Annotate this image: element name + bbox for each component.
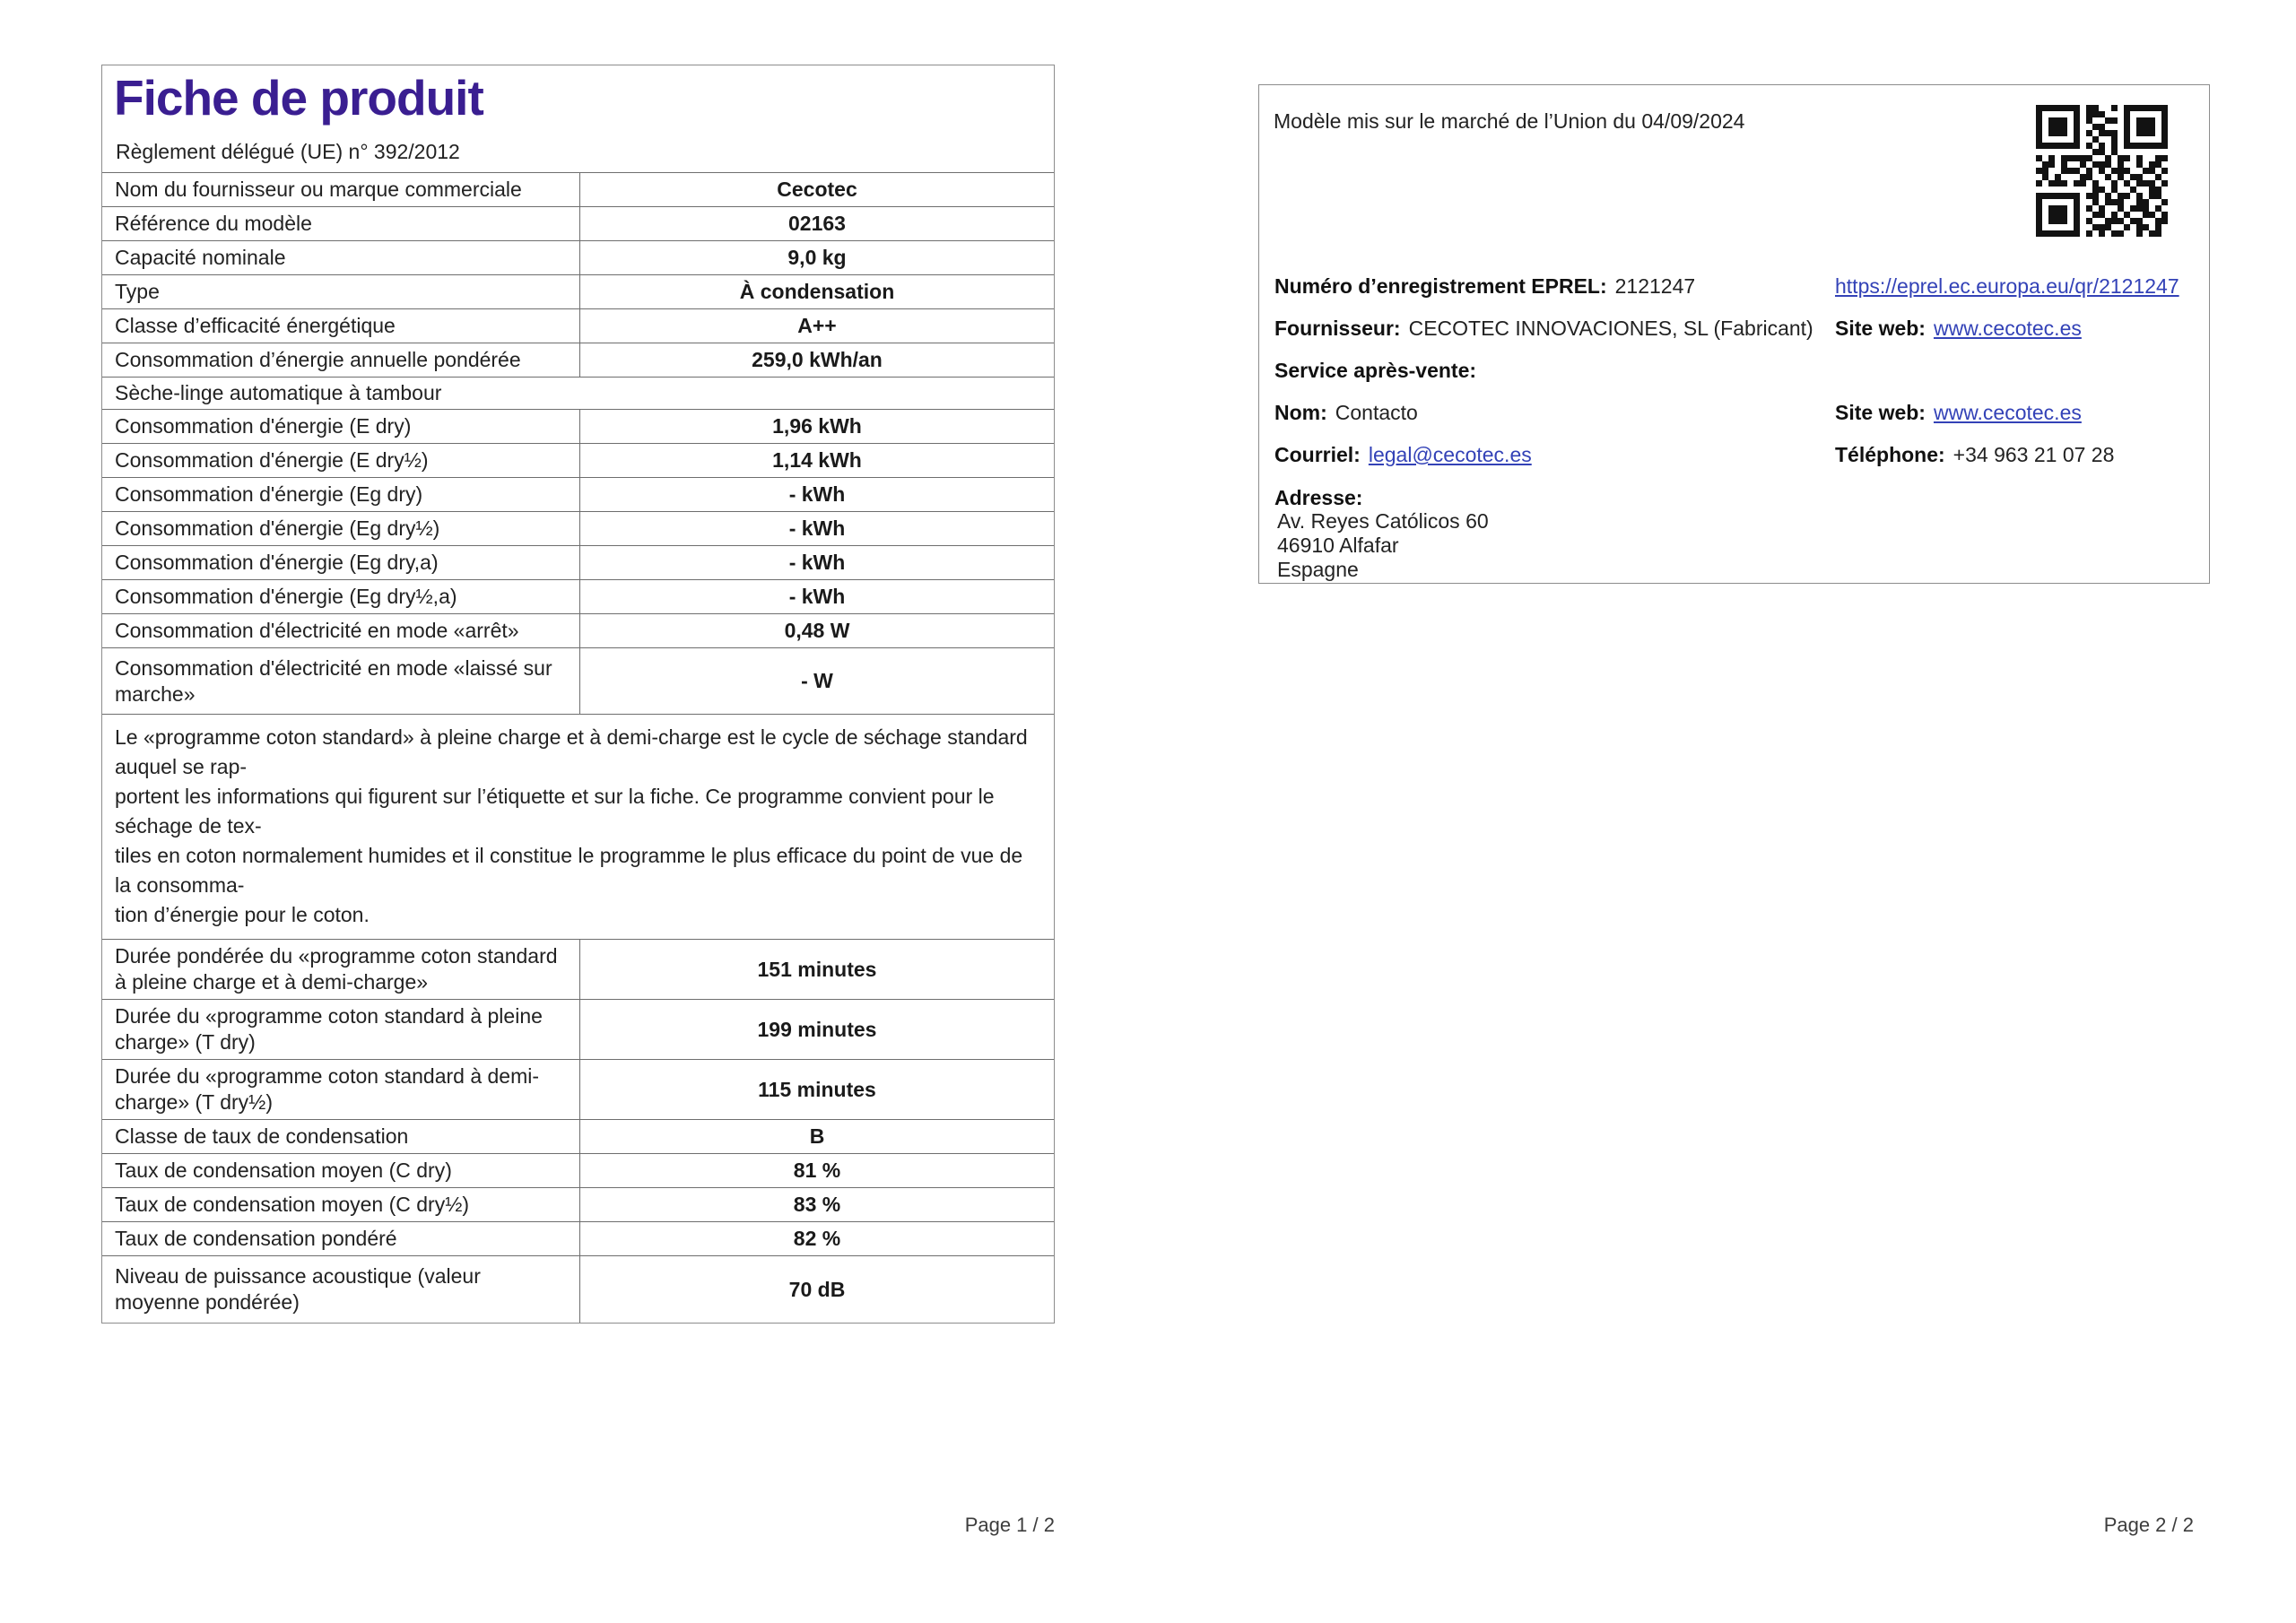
- eprel-url-link[interactable]: https://eprel.ec.europa.eu/qr/2121247: [1835, 274, 2179, 298]
- table-row: [102, 1120, 1054, 1154]
- standard-programme-note: [102, 715, 1054, 940]
- row-label: Référence du modèle: [102, 207, 580, 240]
- service-apres-vente-label: Service après-vente:: [1274, 359, 1477, 382]
- row-value: 1,14 kWh: [772, 448, 862, 472]
- service-apres-vente-row: [1274, 359, 1476, 383]
- table-row: [102, 1256, 1054, 1323]
- table-row: [102, 1222, 1054, 1256]
- row-value: 115 minutes: [758, 1077, 876, 1101]
- table-row: [102, 275, 1054, 309]
- market-date-text: Modèle mis sur le marché de l’Union du 04/09/2024: [1274, 109, 1745, 133]
- row-value: 199 minutes: [757, 1017, 877, 1041]
- adresse-line: Espagne: [1277, 558, 1359, 581]
- nom-label: Nom:: [1274, 401, 1327, 424]
- supplier-info-page: [1258, 84, 2210, 584]
- row-value: 9,0 kg: [787, 246, 847, 269]
- eprel-number-value: 2121247: [1614, 274, 1696, 298]
- row-label: Consommation d'énergie (Eg dry½): [102, 512, 580, 545]
- courriel-label: Courriel:: [1274, 443, 1361, 466]
- row-value: 70 dB: [788, 1277, 846, 1301]
- eprel-number-row: [1274, 274, 1695, 299]
- row-label: Capacité nominale: [102, 241, 580, 274]
- table-row: [102, 173, 1054, 207]
- row-label: Classe d’efficacité énergétique: [102, 309, 580, 343]
- row-label: Consommation d'énergie (Eg dry,a): [102, 546, 580, 579]
- row-value: 83 %: [793, 1193, 841, 1216]
- nom-value: Contacto: [1335, 401, 1418, 424]
- adresse-row: [1274, 486, 1362, 510]
- eprel-number-label: Numéro d’enregistrement EPREL:: [1274, 274, 1607, 298]
- table-row: [102, 648, 1054, 715]
- note-line: portent les informations qui figurent sur l’étiquette et sur la fiche. Ce programme convient pour le séchage de tex-: [115, 785, 995, 838]
- courriel-row: [1274, 443, 1532, 467]
- section-header-seche-linge: Sèche-linge automatique à tambour: [102, 378, 1054, 410]
- table-row: [102, 512, 1054, 546]
- row-value: 02163: [788, 212, 846, 235]
- table-row: [102, 546, 1054, 580]
- qr-code: [2036, 105, 2168, 237]
- row-value: - kWh: [788, 585, 846, 608]
- page-title: Fiche de produit: [114, 70, 483, 126]
- table-row: [102, 1154, 1054, 1188]
- adresse-line: 46910 Alfafar: [1277, 534, 1399, 557]
- site-web-label: Site web:: [1835, 401, 1926, 424]
- row-value: 81 %: [793, 1159, 841, 1182]
- table-row: [102, 343, 1054, 378]
- table-row: [102, 207, 1054, 241]
- site-web-row-1: [1835, 317, 2082, 341]
- regulation-subtitle: Règlement délégué (UE) n° 392/2012: [116, 140, 460, 163]
- note-line: tion d’énergie pour le coton.: [115, 903, 370, 926]
- table-row: [102, 241, 1054, 275]
- row-label: Consommation d'énergie (E dry½): [102, 444, 580, 477]
- fournisseur-value: CECOTEC INNOVACIONES, SL (Fabricant): [1408, 317, 1813, 340]
- fiche-header: [102, 65, 1054, 173]
- row-value: Cecotec: [777, 178, 857, 201]
- page2-footer: Page 2 / 2: [2103, 1514, 2194, 1536]
- row-label: Consommation d'énergie (Eg dry½,a): [102, 580, 580, 613]
- row-label: Durée du «programme coton standard à pleine charge» (T dry): [102, 1000, 580, 1059]
- row-label: Type: [102, 275, 580, 308]
- row-value: - W: [801, 669, 833, 692]
- row-label: Classe de taux de condensation: [102, 1120, 580, 1153]
- row-label: Taux de condensation moyen (C dry): [102, 1154, 580, 1187]
- product-fiche-page: [101, 65, 1055, 1324]
- row-label: Consommation d'électricité en mode «laissé sur marche»: [102, 648, 580, 714]
- site-web-label: Site web:: [1835, 317, 1926, 340]
- site-web-link[interactable]: www.cecotec.es: [1933, 317, 2082, 340]
- eprel-link-row: [1835, 274, 2179, 299]
- telephone-row: [1835, 443, 2114, 467]
- table-row: [102, 1000, 1054, 1060]
- row-label: Niveau de puissance acoustique (valeur moyenne pondérée): [102, 1256, 580, 1323]
- table-row: [102, 309, 1054, 343]
- row-label: Consommation d'électricité en mode «arrêt»: [102, 614, 580, 647]
- nom-row: [1274, 401, 1418, 425]
- row-label: Taux de condensation moyen (C dry½): [102, 1188, 580, 1221]
- row-value: - kWh: [788, 551, 846, 574]
- row-value: 259,0 kWh/an: [752, 348, 883, 371]
- courriel-link[interactable]: legal@cecotec.es: [1368, 443, 1532, 466]
- row-label: Consommation d’énergie annuelle pondérée: [102, 343, 580, 377]
- table-row: [102, 1188, 1054, 1222]
- note-line: Le «programme coton standard» à pleine charge et à demi-charge est le cycle de séchage standard auquel se rap-: [115, 725, 1028, 778]
- fournisseur-label: Fournisseur:: [1274, 317, 1401, 340]
- table-row: [102, 940, 1054, 1000]
- site-web-row-2: [1835, 401, 2082, 425]
- row-value: 1,96 kWh: [772, 414, 862, 438]
- adresse-label: Adresse:: [1274, 486, 1363, 509]
- table-row: [102, 1060, 1054, 1120]
- row-value: B: [809, 1124, 825, 1148]
- table-row: [102, 410, 1054, 444]
- row-value: A++: [797, 314, 837, 337]
- table-row: [102, 444, 1054, 478]
- row-label: Durée du «programme coton standard à demi-charge» (T dry½): [102, 1060, 580, 1119]
- table-row: [102, 478, 1054, 512]
- row-value: 0,48 W: [784, 619, 850, 642]
- row-label: Durée pondérée du «programme coton standard à pleine charge et à demi-charge»: [102, 940, 580, 999]
- row-label: Nom du fournisseur ou marque commerciale: [102, 173, 580, 206]
- row-label: Consommation d'énergie (E dry): [102, 410, 580, 443]
- fournisseur-row: [1274, 317, 1813, 341]
- table-row: [102, 614, 1054, 648]
- row-value: - kWh: [788, 482, 846, 506]
- row-value: 82 %: [793, 1227, 841, 1250]
- row-value: 151 minutes: [757, 957, 877, 981]
- adresse-line: Av. Reyes Católicos 60: [1277, 509, 1489, 533]
- row-value: À condensation: [739, 280, 895, 303]
- note-line: tiles en coton normalement humides et il constitue le programme le plus efficace du point de vue de la consomma-: [115, 844, 1023, 897]
- row-value: - kWh: [788, 516, 846, 540]
- site-web-link[interactable]: www.cecotec.es: [1933, 401, 2082, 424]
- row-label: Taux de condensation pondéré: [102, 1222, 580, 1255]
- telephone-value: +34 963 21 07 28: [1952, 443, 2115, 466]
- table-row: [102, 580, 1054, 614]
- telephone-label: Téléphone:: [1835, 443, 1945, 466]
- page1-footer: Page 1 / 2: [964, 1514, 1055, 1536]
- row-label: Consommation d'énergie (Eg dry): [102, 478, 580, 511]
